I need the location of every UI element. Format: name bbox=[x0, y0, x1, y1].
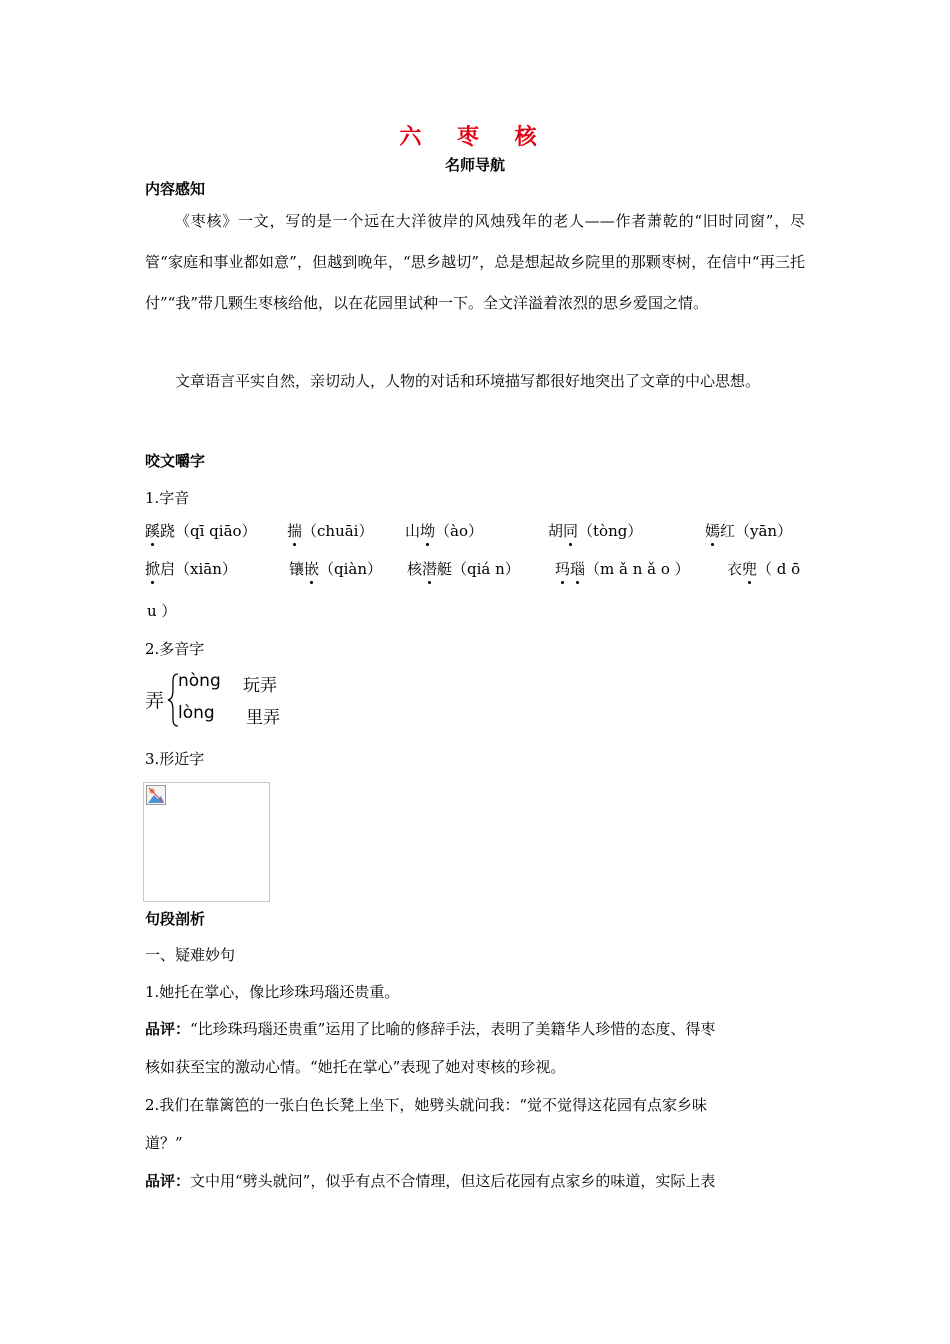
content-paragraph-1: 《枣核》一文，写的是一个远在大洋彼岸的风烛残年的老人——作者萧乾的“旧时同窗”，尽管“家庭和事业都如意”，但越到晚年，“思乡越切”，总是想起故乡院里的那颗枣树，在信中“再三托付”“我”带几颗生枣核给他，以在花园里试种一下。全文洋溢着浓烈的思乡爱国之情。 bbox=[145, 212, 805, 312]
polyphone-word: 里弄 bbox=[246, 708, 280, 728]
similar-shape-label: 3.形近字 bbox=[145, 750, 205, 768]
section-heading-analysis: 句段剖析 bbox=[145, 910, 206, 928]
comment-2-line-1: 品评：文中用“劈头就问”，似乎有点不合情理，但这后花园有点家乡的味道，实际上表 bbox=[145, 1172, 716, 1190]
broken-image-placeholder bbox=[143, 782, 270, 902]
pron-item: 山坳（ào） bbox=[405, 522, 484, 540]
comment-label: 品评： bbox=[145, 1020, 191, 1038]
broken-image-icon bbox=[146, 785, 166, 805]
polyphone-pinyin: lòng bbox=[178, 703, 215, 723]
polyphone-character: 弄 bbox=[145, 690, 165, 712]
page-subtitle: 名师导航 bbox=[444, 156, 505, 174]
pron-item: 玛瑙（m ǎ n ǎ o ） bbox=[555, 560, 690, 578]
analysis-subheading: 一、疑难妙句 bbox=[145, 946, 236, 964]
comment-1-line-1: 品评：“比珍珠玛瑙还贵重”运用了比喻的修辞手法，表明了美籍华人珍惜的态度、得枣 bbox=[145, 1020, 716, 1038]
sentence-1: 1.她托在掌心，像比珍珠玛瑙还贵重。 bbox=[145, 983, 400, 1001]
pron-continuation: u ） bbox=[147, 602, 177, 620]
pron-item: 揣（chuāi） bbox=[287, 522, 374, 540]
pron-item: 胡同（tòng） bbox=[548, 522, 643, 540]
section-heading-words: 咬文嚼字 bbox=[145, 452, 206, 470]
comment-1-line-2: 核如获至宝的激动心情。“她托在掌心”表现了她对枣核的珍视。 bbox=[145, 1058, 566, 1076]
polyphone-label: 2.多音字 bbox=[145, 640, 205, 658]
pron-item: 衣兜（ d ō bbox=[727, 560, 801, 578]
pron-item: 蹊跷（qī qiāo） bbox=[145, 522, 257, 540]
pronunciation-label: 1.字音 bbox=[145, 489, 190, 507]
sentence-2-line-2: 道？” bbox=[145, 1134, 183, 1152]
section-heading-content: 内容感知 bbox=[145, 180, 206, 198]
content-paragraph-2: 文章语言平实自然，亲切动人，人物的对话和环境描写都很好地突出了文章的中心思想。 bbox=[175, 372, 761, 390]
page-title: 六 枣 核 bbox=[399, 125, 551, 150]
pron-item: 镶嵌（qiàn） bbox=[289, 560, 383, 578]
sentence-2-line-1: 2.我们在靠篱笆的一张白色长凳上坐下，她劈头就问我：“觉不觉得这花园有点家乡味 bbox=[145, 1096, 707, 1114]
polyphone-word: 玩弄 bbox=[243, 676, 277, 696]
pron-item: 掀启（xiān） bbox=[145, 560, 237, 578]
comment-label: 品评： bbox=[145, 1172, 191, 1190]
pron-item: 核潜艇（qiá n） bbox=[407, 560, 520, 578]
pron-item: 嫣红（yān） bbox=[705, 522, 793, 540]
polyphone-pinyin: nòng bbox=[178, 671, 221, 691]
